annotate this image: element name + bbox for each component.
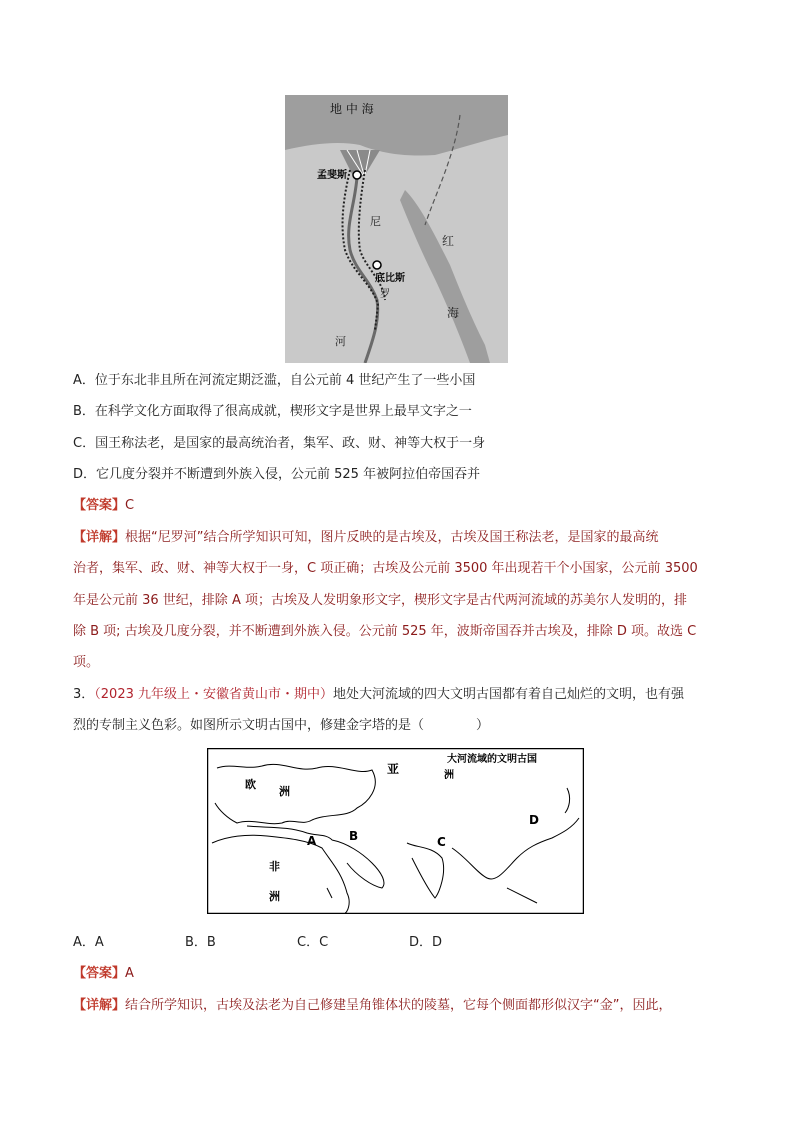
africa-char-2: 洲 (269, 890, 280, 903)
q2-detail-tag: 【详解】 (73, 530, 126, 545)
q2-detail-line-4: 除 B 项; 古埃及几度分裂，并不断遭到外族入侵。公元前 525 年，波斯帝国吞并古埃及，排除 D 项。故选 C (73, 624, 697, 639)
region-d-label: D (529, 813, 539, 827)
q2-answer-value: C (125, 498, 135, 513)
q3-stem-line-1 (73, 687, 684, 703)
q2-detail-line-5: 项。 (73, 655, 100, 670)
q2-detail-line-1 (73, 530, 659, 546)
river-char-1: 尼 (370, 215, 381, 228)
q2-option-d: D．它几度分裂并不断遭到外族入侵，公元前 525 年被阿拉伯帝国吞并 (73, 467, 481, 482)
q3-answer (73, 966, 134, 982)
region-a-label: A (307, 834, 317, 848)
q3-detail-tag: 【详解】 (73, 998, 126, 1013)
nile-map-figure (285, 95, 508, 363)
q2-option-a: A．位于东北非且所在河流定期泛滥，自公元前 4 世纪产生了一些小国 (73, 373, 476, 388)
thebes-marker (373, 261, 381, 269)
asia-zhou-char: 洲 (444, 770, 454, 781)
q3-answer-tag: 【答案】 (73, 966, 126, 981)
q3-answer-value: A (125, 966, 134, 981)
q2-detail-line-2: 治者，集军、政、财、神等大权于一身，C 项正确；古埃及公元前 3500 年出现若干个小国家，公元前 3500 (73, 561, 698, 576)
q3-detail-text-1: 结合所学知识，古埃及法老为自己修建呈角锥体状的陵墓，它每个侧面都形似汉字“金”，因此， (125, 998, 672, 1013)
nile-map-svg (285, 95, 508, 363)
q3-option-b: B．B (185, 935, 216, 950)
q2-option-b: B．在科学文化方面取得了很高成就，楔形文字是世界上最早文字之一 (73, 404, 472, 419)
red-sea-char-2: 海 (447, 306, 460, 320)
red-sea-char-1: 红 (442, 234, 455, 248)
mediterranean-label: 地 中 海 (330, 102, 374, 116)
river-char-3: 河 (335, 335, 346, 348)
memphis-marker (353, 171, 361, 179)
region-c-label: C (437, 835, 446, 849)
q3-source: （2023 九年级上・安徽省黄山市・期中） (94, 687, 333, 702)
civilizations-map-svg (207, 748, 584, 914)
europe-char-1: 欧 (245, 778, 256, 791)
europe-char-2: 洲 (279, 785, 290, 798)
map2-title: 大河流域的文明古国 (447, 754, 537, 765)
q2-detail-text-1: 根据“尼罗河”结合所学知识可知，图片反映的是古埃及，古埃及国王称法老，是国家的最高统 (125, 530, 659, 545)
q2-option-c: C．国王称法老，是国家的最高统治者，集军、政、财、神等大权于一身 (73, 436, 486, 451)
africa-char-1: 非 (269, 860, 280, 873)
q3-stem-line-2: 烈的专制主义色彩。如图所示文明古国中，修建金字塔的是（ ） (73, 718, 490, 733)
q2-detail-line-3: 年是公元前 36 世纪，排除 A 项；古埃及人发明象形文字，楔形文字是古代两河流域的苏美尔人发明的，排 (73, 593, 687, 608)
q3-option-d: D．D (409, 935, 443, 950)
civilizations-map-figure (207, 748, 584, 914)
thebes-label: 底比斯 (375, 273, 405, 284)
river-char-2: 罗 (380, 289, 390, 300)
q3-option-a: A．A (73, 935, 104, 950)
q3-number: 3． (73, 687, 95, 702)
asia-char: 亚 (387, 762, 400, 776)
q3-stem-text-1: 地处大河流域的四大文明古国都有着自己灿烂的文明，也有强 (333, 687, 685, 702)
region-b-label: B (349, 829, 359, 843)
q2-answer-tag: 【答案】 (73, 498, 126, 513)
q3-options-row (73, 935, 521, 951)
memphis-label: 孟斐斯 (317, 170, 347, 181)
q3-detail-line-1 (73, 998, 672, 1014)
q2-answer (73, 498, 134, 514)
q3-option-c: C．C (297, 935, 329, 950)
